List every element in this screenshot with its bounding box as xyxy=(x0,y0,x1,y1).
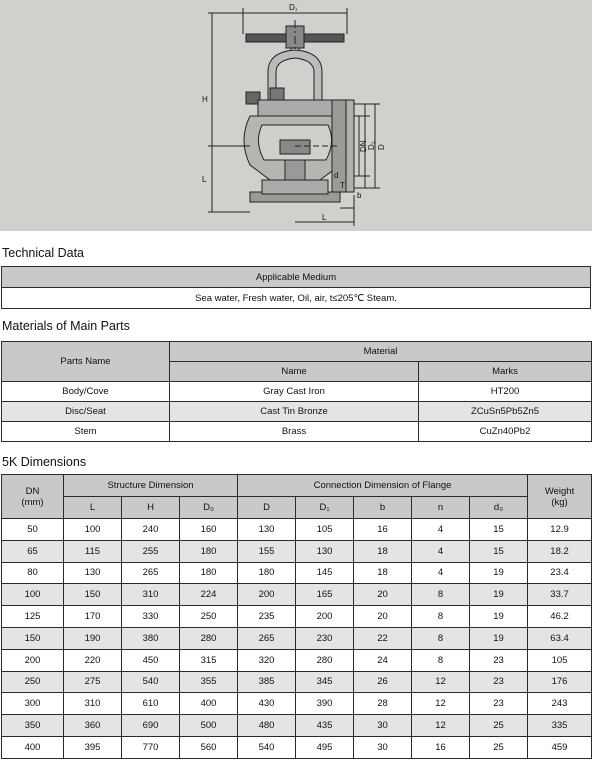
table-cell: 160 xyxy=(180,519,238,541)
table-cell: 170 xyxy=(64,606,122,628)
materials-part: Stem xyxy=(2,422,170,442)
table-cell: 310 xyxy=(122,584,180,606)
table-cell: 19 xyxy=(470,562,528,584)
table-cell: 265 xyxy=(238,627,296,649)
valve-drawing-svg xyxy=(0,0,592,231)
table-cell: 30 xyxy=(354,715,412,737)
table-cell: 8 xyxy=(412,606,470,628)
table-cell: 105 xyxy=(528,649,592,671)
table-cell: 28 xyxy=(354,693,412,715)
materials-marks: HT200 xyxy=(419,382,592,402)
dim-label-t: T xyxy=(340,181,345,190)
table-row xyxy=(2,422,592,442)
table-cell: 145 xyxy=(296,562,354,584)
table-cell: 300 xyxy=(2,693,64,715)
table-cell: 4 xyxy=(412,540,470,562)
table-cell: 180 xyxy=(180,540,238,562)
table-cell: 26 xyxy=(354,671,412,693)
dim-label-dn: DN xyxy=(359,140,368,152)
table-cell: 200 xyxy=(2,649,64,671)
table-cell: 310 xyxy=(64,693,122,715)
table-cell: 150 xyxy=(2,627,64,649)
table-cell: 280 xyxy=(180,627,238,649)
table-cell: 540 xyxy=(122,671,180,693)
table-row xyxy=(2,606,592,628)
table-cell: 65 xyxy=(2,540,64,562)
valve-drawing xyxy=(0,0,592,231)
dn-header-line2: (mm) xyxy=(21,496,44,508)
table-cell: 200 xyxy=(238,584,296,606)
flange-dimension-header: Connection Dimension of Flange xyxy=(238,475,528,497)
table-cell: 243 xyxy=(528,693,592,715)
table-cell: 19 xyxy=(470,584,528,606)
table-cell: 18 xyxy=(354,540,412,562)
table-cell: 20 xyxy=(354,584,412,606)
materials-col-marks: Marks xyxy=(419,362,592,382)
materials-marks: ZCuSn5Pb5Zn5 xyxy=(419,402,592,422)
table-row xyxy=(2,402,592,422)
table-cell: 23 xyxy=(470,671,528,693)
materials-col-parts: Parts Name xyxy=(2,342,170,382)
table-cell: 320 xyxy=(238,649,296,671)
table-cell: 240 xyxy=(122,519,180,541)
table-cell: 130 xyxy=(64,562,122,584)
col-header-do: d₀ xyxy=(470,497,528,519)
table-cell: 250 xyxy=(2,671,64,693)
materials-title: Materials of Main Parts xyxy=(2,319,130,333)
table-cell: 23 xyxy=(470,693,528,715)
table-row xyxy=(2,627,592,649)
table-cell: 335 xyxy=(528,715,592,737)
table-cell: 380 xyxy=(122,627,180,649)
materials-col-material: Material xyxy=(170,342,592,362)
col-header-d: D xyxy=(238,497,296,519)
table-cell: 435 xyxy=(296,715,354,737)
table-cell: 15 xyxy=(470,540,528,562)
table-cell: 280 xyxy=(296,649,354,671)
technical-data-table xyxy=(1,266,591,309)
table-cell: 30 xyxy=(354,736,412,758)
table-cell: 105 xyxy=(296,519,354,541)
dimensions-title: 5K Dimensions xyxy=(2,455,87,469)
dim-label-b: b xyxy=(357,191,362,200)
table-cell: 100 xyxy=(64,519,122,541)
materials-name: Gray Cast Iron xyxy=(170,382,419,402)
table-row xyxy=(2,671,592,693)
col-header-d0: D₀ xyxy=(180,497,238,519)
table-row xyxy=(2,715,592,737)
weight-header-line1: Weight xyxy=(544,485,575,497)
table-cell: 155 xyxy=(238,540,296,562)
col-header-l: L xyxy=(64,497,122,519)
technical-data-title: Technical Data xyxy=(2,246,84,260)
table-cell: 18.2 xyxy=(528,540,592,562)
table-cell: 230 xyxy=(296,627,354,649)
table-cell: 390 xyxy=(296,693,354,715)
table-row xyxy=(2,519,592,541)
col-header-h: H xyxy=(122,497,180,519)
table-row xyxy=(2,584,592,606)
table-cell: 12 xyxy=(412,693,470,715)
table-cell: 345 xyxy=(296,671,354,693)
table-cell: 130 xyxy=(296,540,354,562)
table-cell: 24 xyxy=(354,649,412,671)
dim-label-l-left: L xyxy=(202,175,207,184)
table-cell: 23.4 xyxy=(528,562,592,584)
dim-label-d0: d xyxy=(334,171,339,180)
table-cell: 25 xyxy=(470,715,528,737)
table-cell: 770 xyxy=(122,736,180,758)
table-cell: 22 xyxy=(354,627,412,649)
table-cell: 540 xyxy=(238,736,296,758)
table-cell: 180 xyxy=(180,562,238,584)
table-cell: 19 xyxy=(470,627,528,649)
table-cell: 690 xyxy=(122,715,180,737)
table-cell: 250 xyxy=(180,606,238,628)
dn-header xyxy=(2,475,64,519)
table-cell: 150 xyxy=(64,584,122,606)
col-header-d1: D₁ xyxy=(296,497,354,519)
table-cell: 176 xyxy=(528,671,592,693)
table-cell: 12.9 xyxy=(528,519,592,541)
applicable-medium-value: Sea water, Fresh water, Oil, air, t≤205℃ Steam. xyxy=(2,288,591,309)
col-header-b: b xyxy=(354,497,412,519)
dim-label-d1: D₁ xyxy=(289,3,298,12)
table-cell: 20 xyxy=(354,606,412,628)
materials-table xyxy=(1,341,592,442)
table-cell: 18 xyxy=(354,562,412,584)
table-row xyxy=(2,540,592,562)
materials-name: Brass xyxy=(170,422,419,442)
table-cell: 400 xyxy=(2,736,64,758)
materials-col-name: Name xyxy=(170,362,419,382)
table-cell: 8 xyxy=(412,649,470,671)
weight-header xyxy=(528,475,592,519)
applicable-medium-header: Applicable Medium xyxy=(2,267,591,288)
table-cell: 275 xyxy=(64,671,122,693)
materials-part: Disc/Seat xyxy=(2,402,170,422)
table-cell: 560 xyxy=(180,736,238,758)
dim-label-d: D xyxy=(377,144,386,150)
table-cell: 235 xyxy=(238,606,296,628)
table-cell: 200 xyxy=(296,606,354,628)
table-cell: 395 xyxy=(64,736,122,758)
table-cell: 46.2 xyxy=(528,606,592,628)
table-cell: 130 xyxy=(238,519,296,541)
table-cell: 63.4 xyxy=(528,627,592,649)
table-cell: 350 xyxy=(2,715,64,737)
col-header-n: n xyxy=(412,497,470,519)
materials-name: Cast Tin Bronze xyxy=(170,402,419,422)
table-row xyxy=(2,562,592,584)
table-cell: 385 xyxy=(238,671,296,693)
table-cell: 50 xyxy=(2,519,64,541)
table-cell: 190 xyxy=(64,627,122,649)
table-cell: 480 xyxy=(238,715,296,737)
table-cell: 8 xyxy=(412,584,470,606)
table-cell: 495 xyxy=(296,736,354,758)
table-cell: 12 xyxy=(412,671,470,693)
table-cell: 459 xyxy=(528,736,592,758)
table-cell: 12 xyxy=(412,715,470,737)
table-cell: 355 xyxy=(180,671,238,693)
structure-dimension-header: Structure Dimension xyxy=(64,475,238,497)
table-cell: 25 xyxy=(470,736,528,758)
table-cell: 115 xyxy=(64,540,122,562)
table-cell: 16 xyxy=(412,736,470,758)
table-cell: 19 xyxy=(470,606,528,628)
table-row xyxy=(2,649,592,671)
materials-marks: CuZn40Pb2 xyxy=(419,422,592,442)
materials-part: Body/Cove xyxy=(2,382,170,402)
table-cell: 125 xyxy=(2,606,64,628)
table-row xyxy=(2,382,592,402)
table-cell: 400 xyxy=(180,693,238,715)
table-cell: 315 xyxy=(180,649,238,671)
table-cell: 80 xyxy=(2,562,64,584)
table-cell: 4 xyxy=(412,562,470,584)
table-cell: 360 xyxy=(64,715,122,737)
table-cell: 23 xyxy=(470,649,528,671)
dim-label-d1-right: D₁ xyxy=(367,141,376,150)
table-cell: 265 xyxy=(122,562,180,584)
table-cell: 4 xyxy=(412,519,470,541)
table-cell: 255 xyxy=(122,540,180,562)
weight-header-line2: (kg) xyxy=(551,496,568,508)
table-cell: 330 xyxy=(122,606,180,628)
table-cell: 100 xyxy=(2,584,64,606)
table-cell: 8 xyxy=(412,627,470,649)
dim-label-h: H xyxy=(202,95,208,104)
table-cell: 224 xyxy=(180,584,238,606)
table-cell: 15 xyxy=(470,519,528,541)
dimensions-table xyxy=(1,474,592,759)
table-cell: 450 xyxy=(122,649,180,671)
dim-label-l-bottom: L xyxy=(322,213,327,222)
table-cell: 33.7 xyxy=(528,584,592,606)
table-cell: 500 xyxy=(180,715,238,737)
table-row xyxy=(2,693,592,715)
table-cell: 165 xyxy=(296,584,354,606)
table-cell: 16 xyxy=(354,519,412,541)
table-cell: 430 xyxy=(238,693,296,715)
dn-header-line1: DN xyxy=(25,485,40,497)
table-cell: 610 xyxy=(122,693,180,715)
table-cell: 220 xyxy=(64,649,122,671)
table-row xyxy=(2,736,592,758)
table-cell: 180 xyxy=(238,562,296,584)
